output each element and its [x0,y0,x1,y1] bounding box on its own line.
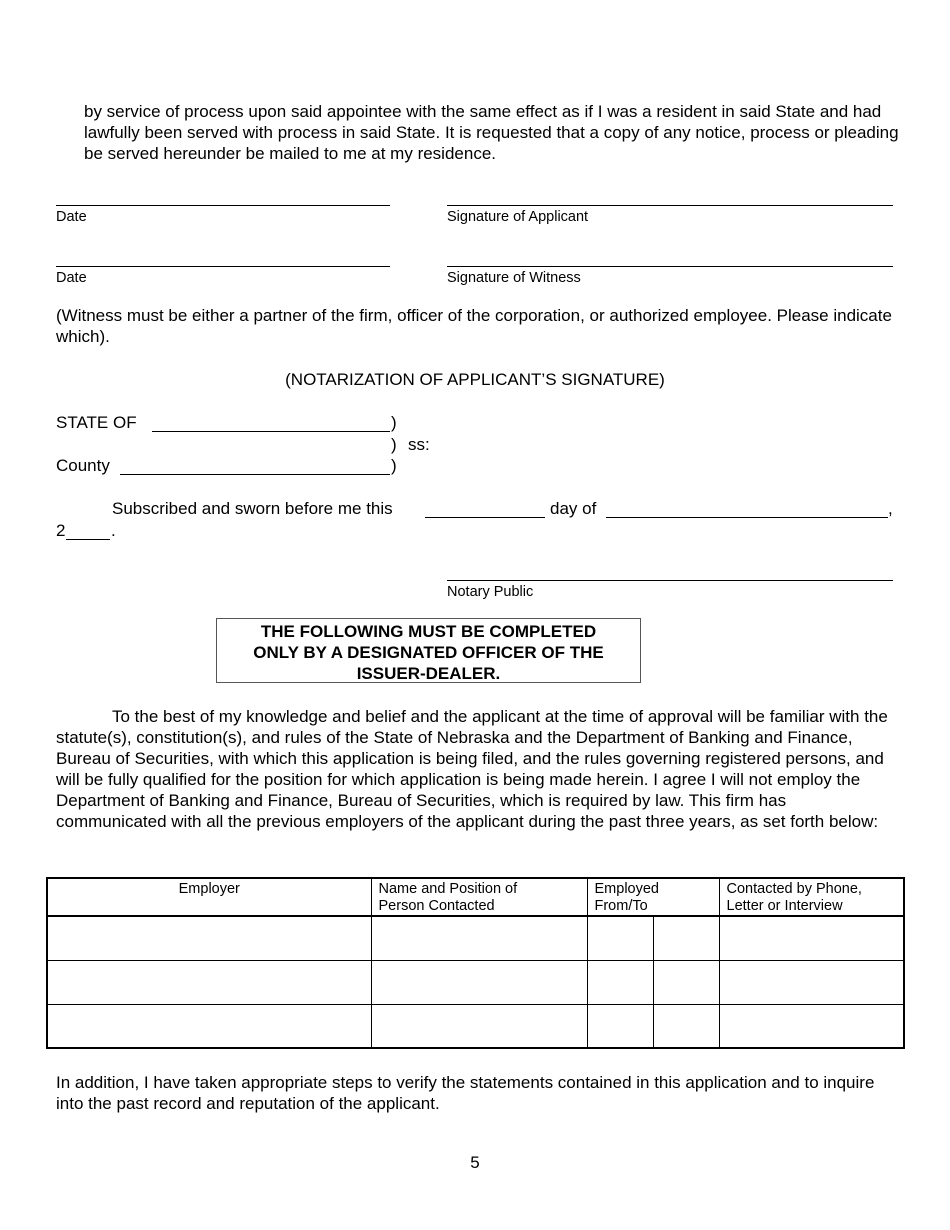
employed-from-cell[interactable] [587,916,653,960]
method-cell[interactable] [719,960,904,1004]
employer-cell[interactable] [47,960,371,1004]
table-row [47,1004,904,1048]
employed-from-cell[interactable] [587,1004,653,1048]
ss-label: ss: [408,435,430,454]
witness-note: (Witness must be either a partner of the firm, officer of the corporation, or authorized employee. Please indicate which). [56,306,892,346]
table-header-row [47,878,904,916]
applicant-signature-label: Signature of Applicant [447,209,589,225]
closing-paragraph: In addition, I have taken appropriate steps to verify the statements contained in this application and to inquire into the past record and reputation of the applicant. [56,1073,875,1113]
employed-from-cell[interactable] [587,960,653,1004]
day-field-line[interactable] [425,517,545,518]
table-row [47,960,904,1004]
year-period: . [111,521,116,540]
date-line-applicant[interactable] [56,205,390,206]
officer-notice-line-2: ONLY BY A DESIGNATED OFFICER OF THE [253,643,604,662]
year-field-line[interactable] [66,539,110,540]
paren-2: ) [391,435,397,454]
method-header: Contacted by Phone, Letter or Interview [719,878,904,916]
page-number: 5 [470,1153,480,1172]
paren-3: ) [391,456,397,475]
county-label: County [56,456,110,475]
notarization-heading: (NOTARIZATION OF APPLICANT’S SIGNATURE) [285,370,665,389]
contact-cell[interactable] [371,916,587,960]
witness-signature-label: Signature of Witness [447,270,581,286]
officer-notice-box [216,618,641,683]
officer-paragraph-text: To the best of my knowledge and belief and the applicant at the time of approval will be familiar with the statute(s), constitution(s), and rules of the State of Nebraska and the Department of Banking and Finance, Bureau of Securities, with which this application is being filed, and the rules governing registered persons, and will be fully qualified for the position for which application is being made herein. I agree I will not employ the Department of Banking and Finance, Bureau of Securities, which is required by law. This firm has communicated with all the previous employers of the applicant during the past three years, as set forth below: [56,707,888,831]
contact-cell[interactable] [371,960,587,1004]
table-row [47,916,904,960]
intro-paragraph: by service of process upon said appointee with the same effect as if I was a resident in said State and had lawfully been served with process in said State. It is requested that a copy of any notice, process or pleading be served hereunder be mailed to me at my residence. [84,102,899,163]
date-label-witness: Date [56,270,87,286]
paren-1: ) [391,413,397,432]
notary-signature-line[interactable] [447,580,893,581]
comma: , [888,499,893,518]
month-field-line[interactable] [606,517,888,518]
employed-to-cell[interactable] [653,1004,719,1048]
notary-public-label: Notary Public [447,584,534,600]
employer-cell[interactable] [47,1004,371,1048]
contact-header: Name and Position of Person Contacted [371,878,587,916]
method-cell[interactable] [719,916,904,960]
year-prefix: 2 [56,521,66,540]
employed-to-cell[interactable] [653,960,719,1004]
employer-header: Employer [47,878,371,916]
contact-cell[interactable] [371,1004,587,1048]
sworn-statement: Subscribed and sworn before me this [112,499,393,518]
applicant-signature-line[interactable] [447,205,893,206]
employer-table [46,877,905,1049]
employed-to-cell[interactable] [653,916,719,960]
day-of-label: day of [550,499,597,518]
officer-notice-line-3: ISSUER-DEALER. [356,664,501,683]
method-cell[interactable] [719,1004,904,1048]
date-label-applicant: Date [56,209,87,225]
date-line-witness[interactable] [56,266,390,267]
employed-header: Employed From/To [587,878,719,916]
county-field-line[interactable] [120,474,390,475]
officer-paragraph [56,706,896,832]
officer-notice-line-1: THE FOLLOWING MUST BE COMPLETED [260,622,597,641]
witness-signature-line[interactable] [447,266,893,267]
state-label: STATE OF [56,413,137,432]
employer-cell[interactable] [47,916,371,960]
state-field-line[interactable] [152,431,390,432]
